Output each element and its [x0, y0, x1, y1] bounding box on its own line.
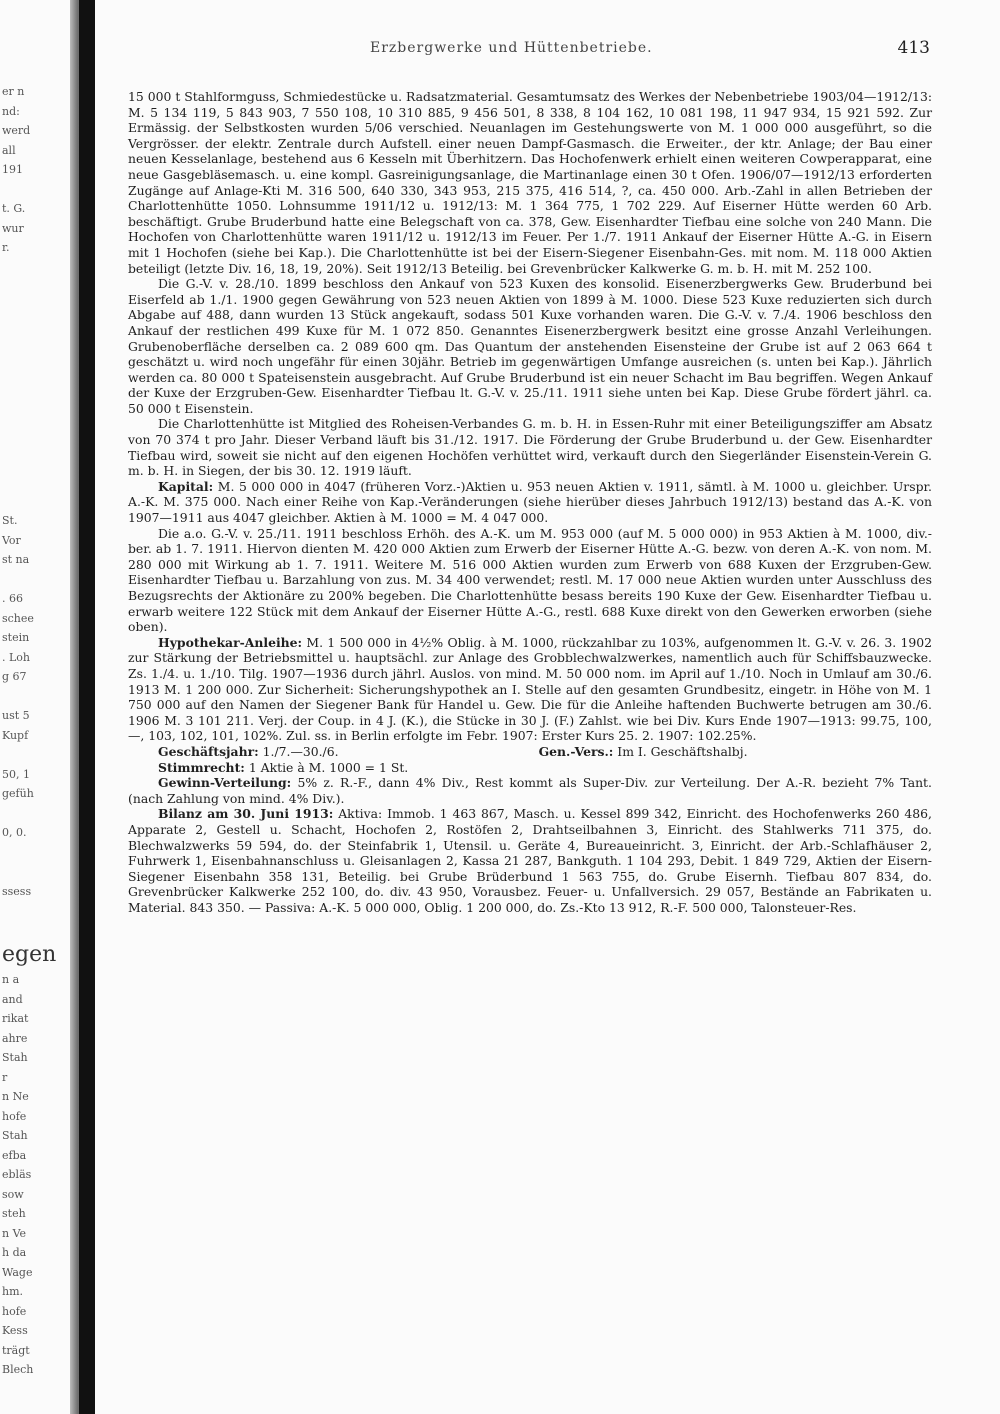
left-page-fragment: trägt [2, 1343, 30, 1357]
left-page-fragment [0, 375, 72, 395]
paragraph-text: Die a.o. G.-V. v. 25./11. 1911 beschloss Erhöh. des A.-K. um M. 953 000 (auf M. 5 000 000) in 953 Aktien à M. 1000, div.-ber. ab 1. 7. 1911. Hiervon dienten M. 420 000 Aktien zum Erwerb der Eiserner Hütte A.-G. bezw. von deren A.-K. von nom. M. 280 000 mit Wirkung ab 1. 7. 1911. Weitere M. 516 000 Aktien wurden zum Erwerb von 688 Kuxen der Erzgruben-Gew. Eisenhardter Tiefbau u. Barzahlung von zus. M. 34 400 verwendet; restl. M. 17 000 neue Aktien wurden unter Ausschluss des Bezugsrechts der Aktionäre zu 200% begeben. Die Charlottenhütte besass bereits 190 Kuxe der Gew. Eisenhardter Tiefbau u. erwarb weitere 122 Stück mit dem Ankauf der Eiserner Hütte A.-G., restl. 688 Kuxe direkt von den Gewerken erworben (siehe oben). [128, 525, 932, 635]
left-page-fragment [0, 570, 72, 590]
left-page-fragment: ahre [2, 1031, 28, 1045]
paragraph [128, 526, 932, 635]
paragraph [128, 416, 932, 478]
left-page-fragment [0, 433, 72, 453]
left-page-fragment: Blech [2, 1363, 34, 1376]
section-heading: Gen.-Vers.: [538, 743, 614, 759]
left-page-fragment [0, 921, 72, 941]
left-page-fragment [0, 355, 72, 375]
left-page-fragment: ebläs [2, 1168, 32, 1181]
paragraph-text: M. 5 000 000 in 4047 (früheren Vorz.-)Aktien u. 953 neuen Aktien v. 1911, sämtl. à M. 1000 u. gleichber. Urspr. A.-K. M. 375 000. Nach einer Reihe von Kap.-Veränderungen (siehe hierüber dieses Jahrbuch 1912/13) bestand das A.-K. von 1907—1911 aus 4047 gleichber. Aktien à M. 1000 = M. 4 047 000. [128, 478, 932, 526]
section-heading: Geschäftsjahr: [158, 743, 259, 759]
paragraph-text: 15 000 t Stahlformguss, Schmiedestücke u. Radsatzmaterial. Gesamtumsatz des Werkes der Nebenbetriebe 1903/04—1912/13: M. 5 134 119, 5 843 903, 7 550 108, 10 310 885, 9 456 501, 8 338, 8 104 162, 10 081 198, 11 947 934, 15 921 592. Zur Ermässig. der Selbstkosten wurden 5/06 verschied. Neuanlagen im Gestehungswerte von M. 1 000 000 ausgeführt, so die Vergrösser. der elektr. Zentrale durch Aufstell. einer neuen Dampf-Gasmasch. die Erweiter., der ktr. Anlage; der Bau einer neuen Kesselanlage, bestehend aus 6 Kesseln mit Überhitzern. Das Hochofenwerk erhielt einen weiteren Cowperapparat, eine neue Gasgebläsemasch. u. eine kompl. Gasreinigungsanlage, die Martinanlage einen 30 t Ofen. 1906/07—1912/13 erforderten Zugänge auf Anlage-Kti M. 316 500, 640 330, 343 953, 215 375, 416 514, ?, ca. 450 000. Arb.-Zahl in allen Betrieben der Charlottenhütte 1050. Lohnsumme 1911/12 u. 1912/13: M. 1 364 775, 1 702 229. Auf Eiserner Hütte werden 60 Arb. beschäftigt. Grube Bruderbund hatte eine Belegschaft von ca. 378, Gew. Eisenhardter Tiefbau eine solche von 240 Mann. Die Hochofen von Charlottenhütte waren 1911/12 u. 1912/13 im Feuer. Per 1./7. 1911 Ankauf der Eiserner Hütte A.-G. in Eisern mit 1 Hochofen (siehe bei Kap.). Die Charlottenhütte ist bei der Eisern-Siegener Eisenbahn-Ges. mit nom. M. 118 000 Aktien beteiligt (letzte Div. 16, 18, 19, 20%). Seit 1912/13 Beteilig. bei Grevenbrücker Kalkwerke G. m. b. H. mit M. 252 100. [128, 89, 932, 276]
left-page-fragment: t. G. [2, 202, 26, 215]
left-page-fragment: egen [2, 942, 57, 967]
section-heading: Hypothekar-Anleihe: [158, 634, 303, 650]
paragraph [128, 89, 932, 276]
left-page-fragment: hofe [2, 1109, 27, 1123]
left-page-fragment [0, 862, 72, 882]
left-page-fragment: . Loh [2, 650, 31, 664]
left-page-fragment [0, 297, 72, 317]
left-page-fragment: wur [2, 221, 24, 235]
paragraph-text: Die Charlottenhütte ist Mitglied des Roheisen-Verbandes G. m. b. H. in Essen-Ruhr mit einer Beteiligungsziffer am Absatz von 70 374 t pro Jahr. Dieser Verband läuft bis 31./12. 1917. Die Förderung der Grube Bruderbund u. der Gew. Eisenhardter Tiefbau wird, soweit sie nicht auf den eigenen Hochöfen verhüttet wird, verkauft durch den Siegerländer Eisenstein-Verein G. m. b. H. in Siegen, der bis 30. 12. 1919 läuft. [128, 416, 932, 479]
paragraph-text: 1 Aktie à M. 1000 = 1 St. [248, 759, 409, 775]
left-page-fragment [0, 277, 72, 297]
left-page-fragment: n Ve [2, 1226, 27, 1240]
left-page-fragment: nd: [2, 104, 20, 118]
left-page-fragment [0, 336, 72, 356]
left-page-fragment: and [2, 992, 23, 1006]
book-spine [79, 0, 95, 1414]
paragraph-text: Die G.-V. v. 28./10. 1899 beschloss den Ankauf von 523 Kuxen des konsolid. Eisenerzbergwerks Gew. Bruderbund bei Eiserfeld ab 1./1. 1900 gegen Gewährung von 523 neuen Aktien von 1899 à M. 1000. Diese 523 Kuxe reduzierten sich durch Abgabe auf 488, dann wurden 13 Stück angekauft, sodass 501 Kuxe vorhanden waren. Die G.-V. v. 7./4. 1906 beschloss den Ankauf der restlichen 499 Kuxe für M. 1 072 850. Genanntes Eisenerzbergwerk besitzt eine grosse Anzahl Verleihungen. Grubenoberfläche derselben ca. 2 089 600 qm. Das Quantum der anstehenden Eisensteine der Grube ist auf 2 063 664 t geschätzt u. wird noch ungefähr für einen 30jähr. Betrieb im gegenwärtigen Umfange ausreichen (s. unten bei Kap.). Jährlich werden ca. 80 000 t Spateisenstein ausgebracht. Auf Grube Bruderbund ist ein neuer Schacht im Bau begriffen. Wegen Ankauf der Kuxe der Erzgruben-Gew. Eisenhardter Tiefbau lt. G.-V. v. 25./11. 1911 siehe unten bei Kap. Diese Grube fördert jährl. ca. 50 000 t Eisenstein. [128, 276, 932, 416]
left-page-fragment: . 66 [2, 592, 23, 605]
page-header [150, 40, 930, 62]
left-page-fragment: schee [2, 611, 34, 625]
left-page-margin [0, 82, 72, 1380]
left-page-fragment [0, 687, 72, 707]
left-page-fragment [0, 453, 72, 473]
paragraph-text: M. 1 500 000 in 4½% Oblig. à M. 1000, rückzahlbar zu 103%, aufgenommen lt. G.-V. v. 26. 3. 1902 zur Stärkung der Betriebsmittel u. hauptsächl. zur Anlage des Grobblechwalzwerkes, namentlich auch für Schiffsbauzwecke. Zs. 1./4. u. 1./10. Tilg. 1907—1936 durch jährl. Auslos. von mind. M. 50 000 nom. im April auf 1./10. Noch in Umlauf am 30./6. 1913 M. 1 200 000. Zur Sicherheit: Sicherungshypothek an I. Stelle auf den gesamten Grundbesitz, eingetr. in Höhe von M. 1 750 000 auf den Namen der Siegener Bank für Handel u. Gew. Die für die Anleihe haftenden Buchwerte betrugen am 30./6. 1906 M. 3 101 211. Verj. der Coup. in 4 J. (K.), die Stücke in 30 J. (F.) Zahlst. wie bei Div. Kurs Ende 1907—1913: 99.75, 100, —, 103, 102, 101, 102%. Zul. ss. in Berlin erfolgte im Febr. 1907: Erster Kurs 25. 2. 1907: 102.25%. [128, 634, 932, 744]
left-page-fragment: n a [2, 973, 20, 986]
left-page-fragment: 50, 1 [2, 767, 30, 781]
paragraph-text: 1./7.—30./6. [262, 743, 339, 759]
left-page-fragment: r. [2, 241, 10, 254]
left-page-fragment [0, 745, 72, 765]
left-page-fragment [0, 258, 72, 278]
paragraph [128, 806, 932, 915]
left-page-fragment: ust 5 [2, 709, 30, 722]
left-page-fragment [0, 804, 72, 824]
left-page-fragment: gefüh [2, 787, 34, 800]
section-heading: Stimmrecht: [158, 759, 245, 775]
left-page-fragment: 191 [2, 163, 23, 176]
left-page-fragment: sow [2, 1187, 24, 1201]
section-heading: Kapital: [158, 478, 214, 494]
paragraph-text: Aktiva: Immob. 1 463 867, Masch. u. Kessel 899 342, Einricht. des Hochofenwerks 260 486, Apparate 2, Gestell u. Schacht, Hochofen 2, Rostöfen 2, Drahtseilbahnen 3, Einricht. des Stahlwerks 711 375, do. Blechwalzwerks 59 594, do. der Steinfabrik 1, Utensil. u. Geräte 4, Bureaueinricht. 3, Einricht. der Arb.-Schlafhäuser 2, Fuhrwerk 1, Eisenbahnanschluss u. Gleisanlagen 2, Kassa 21 287, Bankguth. 1 104 293, Debit. 1 849 729, Aktien der Eisern-Siegener Eisenbahn 358 131, Beteilig. bei Grube Brüderbund 1 563 755, do. Grube Eisernh. Tiefbau 807 834, do. Grevenbrücker Kalkwerke 252 100, do. div. 43 950, Vorausbez. Feuer- u. Unfallversich. 29 057, Bestände an Fabrikaten u. Material. 843 350. — Passiva: A.-K. 5 000 000, Oblig. 1 200 000, do. Zs.-Kto 13 912, R.-F. 500 000, Talonsteuer-Res. [128, 806, 932, 915]
left-page-fragment [0, 901, 72, 921]
left-page-fragment: Kupf [2, 728, 29, 742]
paragraph [128, 775, 932, 806]
left-page-fragment [0, 394, 72, 414]
left-page-fragment: hm. [2, 1285, 24, 1298]
page-number: 413 [897, 38, 930, 58]
section-heading: Gewinn-Verteilung: [158, 775, 292, 791]
left-page-fragment: St. [2, 514, 18, 527]
page-body [128, 89, 932, 915]
left-page-fragment: all [2, 143, 16, 157]
left-page-fragment: ssess [2, 884, 32, 898]
section-heading: Bilanz am 30. Juni 1913: [158, 806, 334, 822]
left-page-fragment: Stah [2, 1051, 28, 1064]
left-page-fragment: Vor [2, 533, 21, 547]
left-page-fragment: Stah [2, 1129, 28, 1142]
left-page-fragment: stein [2, 631, 30, 644]
left-page-fragment: er n [2, 85, 25, 98]
left-page-fragment: r [2, 1070, 8, 1084]
left-page-fragment [0, 843, 72, 863]
running-head: Erzbergwerke und Hüttenbetriebe. [370, 40, 653, 56]
paragraph-text: 5% z. R.-F., dann 4% Div., Rest kommt als Super-Div. zur Verteilung. Der A.-R. bezieht 7% Tant. (nach Zahlung von mind. 4% Div.). [128, 775, 932, 806]
left-page-fragment: werd [2, 124, 31, 137]
left-page-fragment: 0, 0. [2, 826, 27, 839]
paragraph [128, 479, 932, 526]
paragraph [128, 276, 932, 416]
left-page-fragment: n Ne [2, 1090, 29, 1103]
left-page-fragment: Kess [2, 1324, 28, 1337]
left-page-fragment: st na [2, 553, 30, 566]
left-page-fragment [0, 414, 72, 434]
left-page-fragment: hofe [2, 1304, 27, 1318]
left-page-fragment: steh [2, 1207, 26, 1220]
left-page-fragment: efba [2, 1148, 27, 1162]
left-page-fragment: g 67 [2, 670, 27, 683]
paragraph [128, 744, 932, 760]
left-page-fragment [0, 316, 72, 336]
left-page-fragment [0, 492, 72, 512]
paragraph-text: Im I. Geschäftshalbj. [617, 743, 748, 759]
paragraph [128, 760, 932, 776]
left-page-fragment: Wage [2, 1265, 33, 1279]
paragraph [128, 635, 932, 744]
left-page-fragment: h da [2, 1246, 27, 1259]
left-page-fragment: rikat [2, 1012, 29, 1025]
left-page-fragment [0, 180, 72, 200]
left-page-fragment [0, 472, 72, 492]
